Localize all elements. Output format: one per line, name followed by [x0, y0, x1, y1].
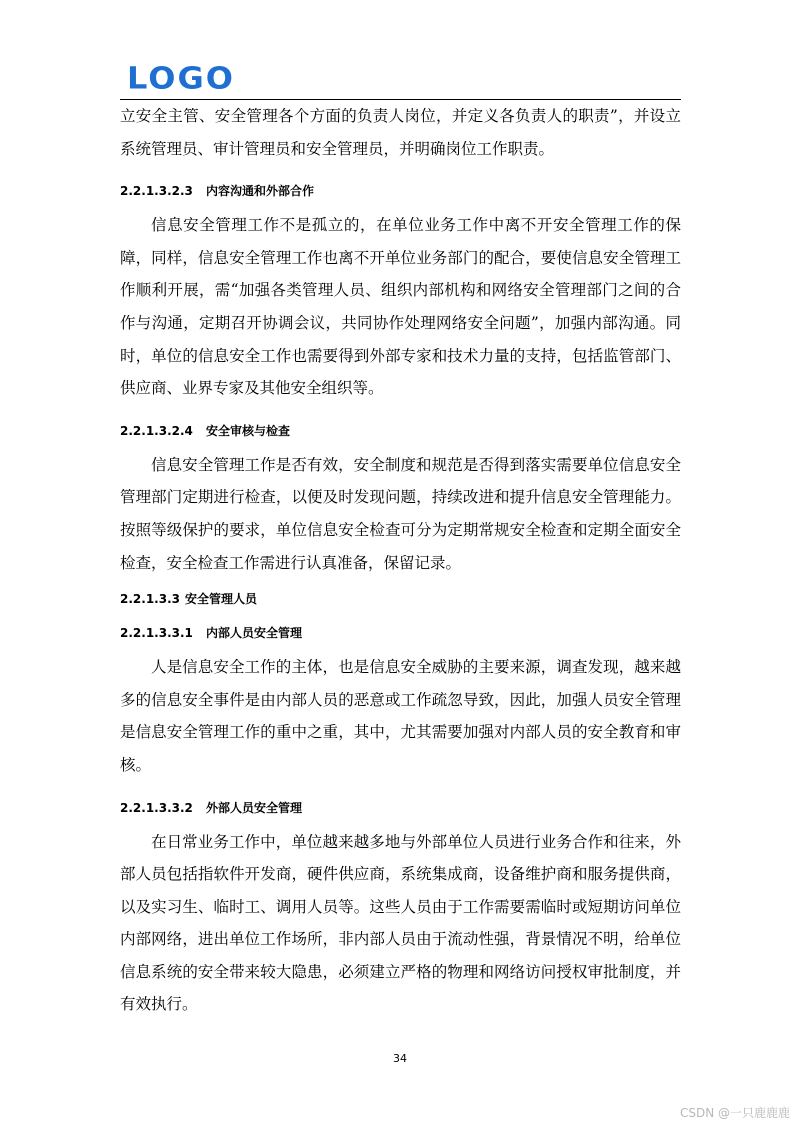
paragraph: 信息安全管理工作不是孤立的，在单位业务工作中离不开安全管理工作的保障，同样，信息安全管理工作也离不开单位业务部门的配合，要使信息安全管理工作顺利开展，需“加强各类管理人员、组织内部机构和网络安全管理部门之间的合作与沟通，定期召开协调会议，共同协作处理网络安全问题”，加强内部沟通。同时，单位的信息安全工作也需要得到外部专家和技术力量的支持，包括监管部门、供应商、业界专家及其他安全组织等。 — [120, 216, 681, 398]
document-body — [120, 100, 681, 1021]
page-number: 34 — [393, 1052, 407, 1065]
section-title: 内容沟通和外部合作 — [206, 184, 315, 199]
watermark: CSDN @一只鹿鹿鹿 — [679, 1106, 790, 1120]
section-number: 2.2.1.3.2.4 — [120, 423, 193, 438]
section-number: 2.2.1.3.3.1 — [120, 626, 193, 641]
logo: LOGO — [127, 59, 235, 97]
section-title: 安全审核与检查 — [206, 423, 291, 438]
paragraph-continued: 立安全主管、安全管理各个方面的负责人岗位，并定义各负责人的职责”，并设立系统管理员、审计管理员和安全管理员，并明确岗位工作职责。 — [120, 107, 681, 158]
section-number: 2.2.1.3.3.2 — [120, 800, 193, 815]
section-title: 外部人员安全管理 — [206, 800, 303, 815]
section-title: 内部人员安全管理 — [206, 626, 303, 641]
section-heading — [120, 800, 681, 816]
section-heading — [120, 625, 681, 641]
section-number: 2.2.1.3.3 — [120, 592, 180, 607]
paragraph: 信息安全管理工作是否有效，安全制度和规范是否得到落实需要单位信息安全管理部门定期进行检查，以便及时发现问题，持续改进和提升信息安全管理能力。按照等级保护的要求，单位信息安全检查可分为定期常规安全检查和定期全面安全检查，安全检查工作需进行认真准备，保留记录。 — [120, 455, 681, 572]
section-heading — [120, 591, 681, 607]
section-number: 2.2.1.3.2.3 — [120, 184, 193, 199]
section-heading — [120, 423, 681, 439]
paragraph: 人是信息安全工作的主体，也是信息安全威胁的主要来源，调查发现，越来越多的信息安全事件是由内部人员的恶意或工作疏忽导致，因此，加强人员安全管理是信息安全管理工作的重中之重，其中，尤其需要加强对内部人员的安全教育和审核。 — [120, 658, 681, 774]
section-title: 安全管理人员 — [184, 592, 257, 607]
paragraph: 在日常业务工作中，单位越来越多地与外部单位人员进行业务合作和往来，外部人员包括指软件开发商，硬件供应商，系统集成商，设备维护商和服务提供商，以及实习生、临时工、调用人员等。这些人员由于工作需要需临时或短期访问单位内部网络，进出单位工作场所，非内部人员由于流动性强，背景情况不明，给单位信息系统的安全带来较大隐患，必须建立严格的物理和网络访问授权审批制度，并有效执行。 — [120, 832, 681, 1014]
section-heading — [120, 183, 681, 199]
